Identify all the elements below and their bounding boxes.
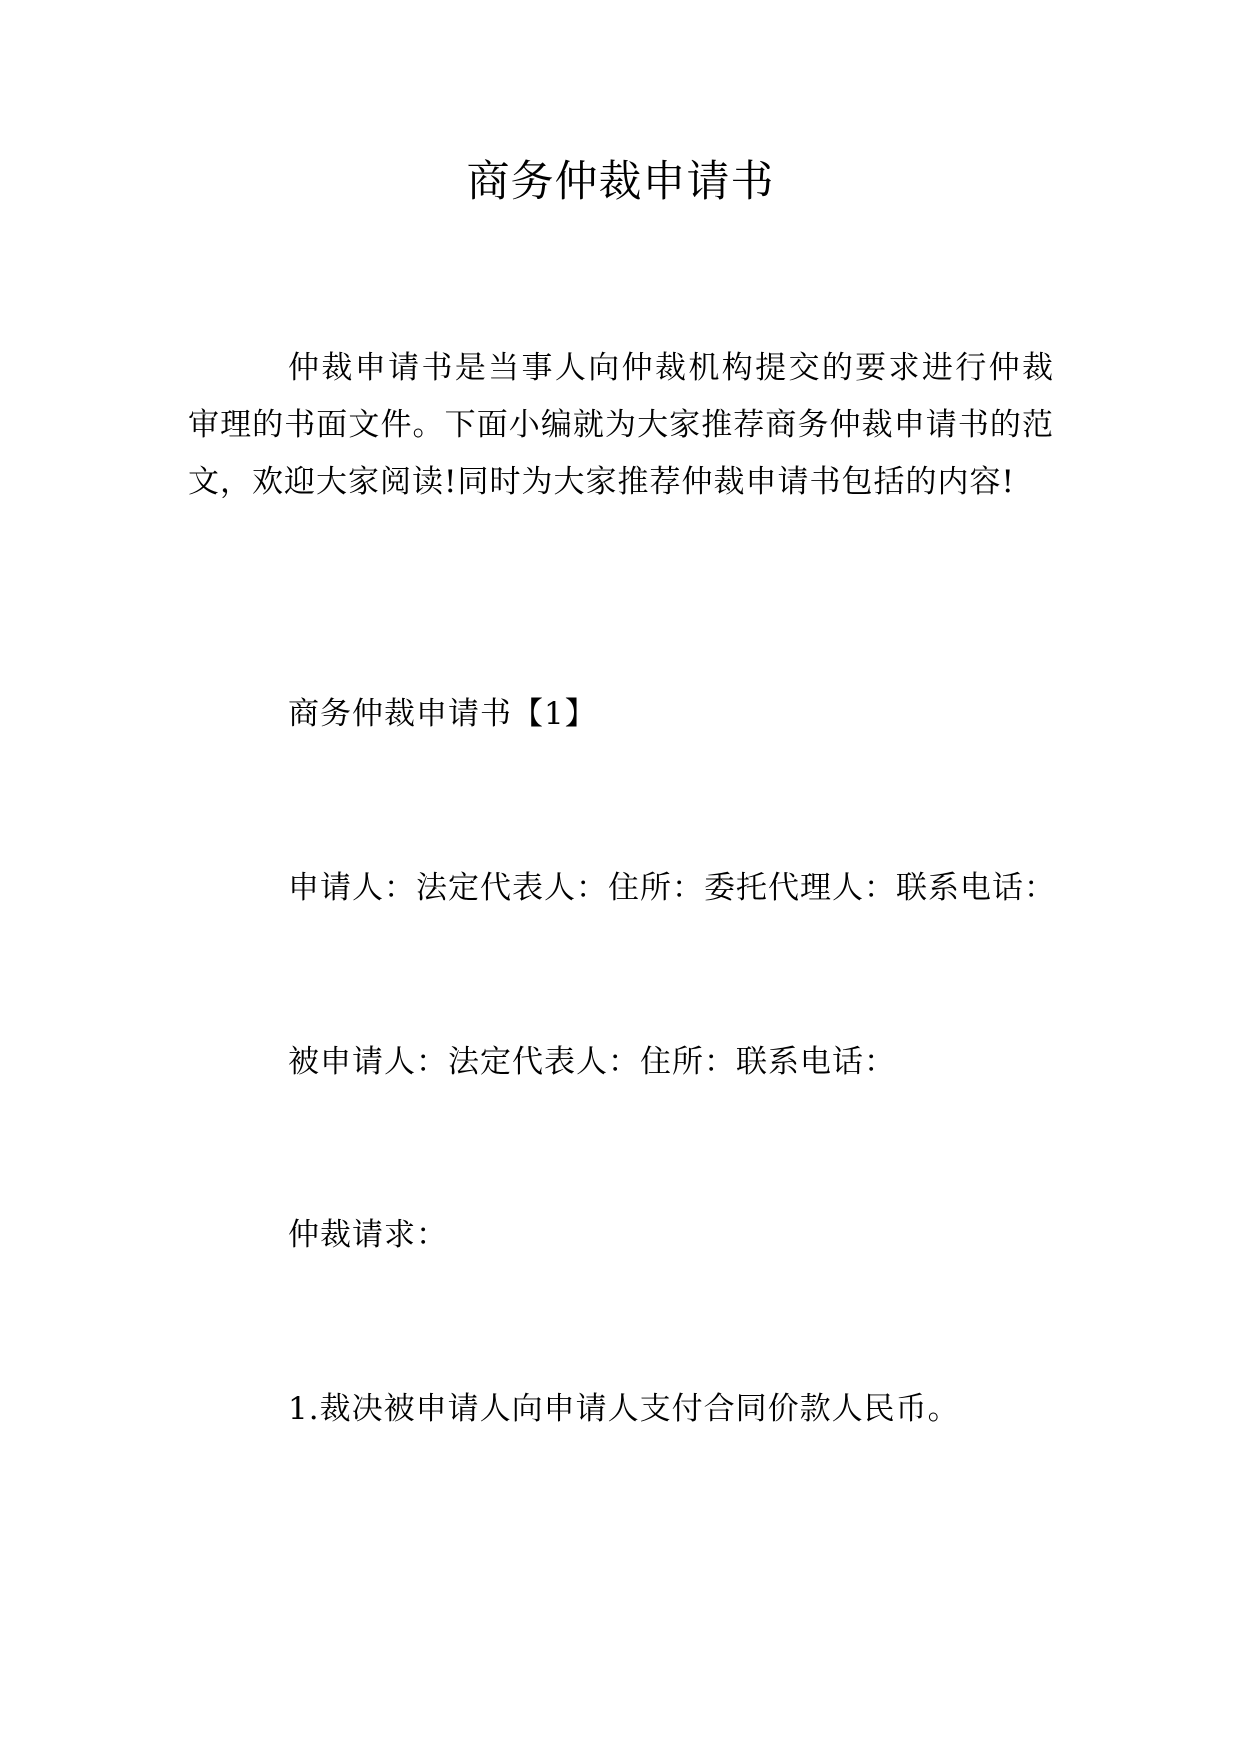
section-heading: 商务仲裁申请书【1】 (288, 696, 597, 732)
document-title: 商务仲裁申请书 (466, 157, 775, 207)
respondent-line: 被申请人：法定代表人：住所：联系电话： (288, 1044, 896, 1080)
intro-paragraph: 仲裁申请书是当事人向仲裁机构提交的要求进行仲裁审理的书面文件。下面小编就为大家推荐商务仲裁申请书的范文，欢迎大家阅读!同时为大家推荐仲裁申请书包括的内容! (188, 350, 1054, 500)
claim-item-1: 1.裁决被申请人向申请人支付合同价款人民币。 (288, 1391, 960, 1427)
applicant-line: 申请人：法定代表人：住所：委托代理人：联系电话： (288, 870, 1056, 906)
claims-heading: 仲裁请求： (288, 1217, 448, 1253)
